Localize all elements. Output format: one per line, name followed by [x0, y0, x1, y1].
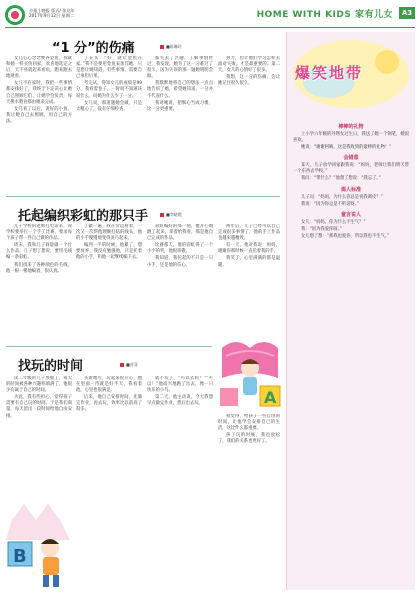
article-3-col-3 [147, 376, 213, 536]
paragraph: 我觉得，给孩子一些自由的时间，让他学会安排自己的生活，这比什么都重要。 [218, 414, 280, 432]
article-3-col-1 [6, 376, 72, 496]
sidebar-paragraph: 女儿：“妈妈，你为什么不生气？” [301, 219, 366, 225]
girl-illustration [216, 338, 284, 410]
article-3-author: ■苏菲 [126, 362, 138, 367]
sidebar-banner: 爆笑地带 [295, 64, 364, 82]
article-2-col-3 [147, 224, 213, 342]
sidebar-paragraph: 上小学六年级的外甥女过生日，我送了她一个钢笔，她很喜欢。 [293, 132, 409, 144]
sidebar-paragraph: 我：“因为我爱你呀。” [301, 226, 342, 232]
section-title [257, 7, 393, 20]
svg-text:A: A [264, 388, 277, 407]
paragraph: 我想，这一分的伤痛，会让她记住很久很久。 [218, 75, 280, 87]
article-1-col-1 [6, 56, 72, 192]
article-1-col-2 [76, 56, 142, 192]
paper-name: 京报 | 晚报 [29, 8, 50, 13]
divider [6, 196, 280, 197]
kids-logo-icon [5, 5, 25, 25]
paragraph: 为此，我有些担心，觉得孩子需要有自己玩的时间。于是我们商量，每天留出一段时间给他自由安排。 [6, 395, 72, 419]
article-3-col-4 [218, 414, 280, 590]
sidebar-paragraph: 她说：“谢谢阿姨，这是我收到的最棒的礼物！” [301, 145, 392, 151]
sidebar-block-title: 会错意 [343, 155, 359, 162]
paragraph: 比赛那天，他的彩虹得了一个小小的奖，他很骄傲。 [147, 243, 213, 255]
paragraph: 女儿心心念念要养金鱼，我就和她一样买鱼回家，欢喜地选定之后，天不亮就起来看鱼，跑来跑去地观看。 [6, 56, 72, 80]
paragraph: 都失去了兴趣。了解事情经过，我发现，她为了这一分难过了很久，因为失误的那一题她明明会做。 [147, 56, 213, 80]
paragraph: 了在头：“好，就让金鱼在家。”我不是要用金鱼来惩罚她，只是想让她知道，有些事情，需要自己承担后果。 [76, 56, 142, 80]
paragraph: 了做一遍。我在旁边看着，一次又一次帮他理顺打结的线头，他的小手慢慢地变得灵巧起来。 [76, 224, 142, 242]
paragraph: 有一天，他对我说：妈妈，谢谢你那时候一直托着我的手。 [218, 243, 280, 255]
article-1-title: “1 分”的伤痛 [52, 41, 135, 56]
paragraph: 我默默地将自己的想法一点点地告诉了她，希望她知道，一分并不代表什么。 [147, 81, 213, 99]
article-2-byline [160, 212, 182, 218]
paragraph: 读二年级的儿子放假了，每天的时间被各种兴趣班填满了，他很少有属于自己的时间。 [6, 376, 72, 394]
paragraph: 女儿说，那道题她会做，只是太粗心了，没有仔细检查。 [76, 100, 142, 112]
article-2-title: 托起编织彩虹的那只手 [18, 209, 149, 224]
article-3-title: 找玩的时间 [18, 359, 84, 374]
paragraph: 两年后，儿子已经可以自己完成很多事情了，他的手工作品也越来越精致。 [218, 224, 280, 242]
sidebar-paragraph: 女儿想了想：“那我也爱你，所以我也不生气。” [301, 233, 390, 239]
paragraph: 周末，我和儿子商量做一个什么作品，儿子想了想说，要用毛线编一条彩虹。 [6, 243, 72, 261]
article-3-byline [120, 362, 138, 368]
sidebar-paragraph: 某天，儿子放学回家跟我说：“妈妈，老师让我们明天带一个东西去学校。” [293, 163, 409, 175]
sidebar-paragraph: 我问：“带什么？”他想了想说：“我忘了。” [301, 176, 381, 182]
paragraph: 我知道，我托起的不只是一只小手，还是他的信心。 [147, 256, 213, 268]
issue-date: 2017年9月12日 星期二 [29, 13, 75, 19]
sidebar-block-title: 棒棒的礼物 [338, 124, 364, 130]
article-2-author: ■李晓霞 [166, 212, 182, 217]
paragraph: 彩虹编好的那一刻，他开心地跳了起来，拿着给我看，那是他自己完成的作品。 [147, 224, 213, 242]
paragraph: 考完试，得知女儿的成绩是99分，我看着卷子，一时间不知道该说什么，问她为什么少了一分。 [76, 81, 142, 99]
paragraph: 就不玩了，“可以去吗？”“可以！”他高兴地跑了出去，像一只快乐的小鸟。 [147, 376, 213, 394]
paragraph: 我们找来了各种颜色的毛线，他一根一根地编着，很认真。 [6, 262, 72, 274]
article-1-byline [160, 44, 182, 50]
section-title-en: HOME WITH KIDS [256, 10, 352, 20]
article-2-col-1 [6, 224, 72, 342]
paragraph: 女儿不在家时，我把一些事情都安排好了，我终于下定决心让她自己照顾它们，让她学会负责，每天换水喂食都由她来完成。 [6, 81, 72, 105]
divider [6, 346, 212, 347]
sidebar-paragraph: 儿子问：“妈妈，为什么你总是说我调皮？” [301, 194, 383, 200]
sidebar-paragraph: 我说：“因为你总是不听话呀。” [301, 201, 360, 207]
svg-text:B: B [13, 546, 27, 567]
paragraph: 我对她说，把细心当成习惯，比一分更重要。 [147, 100, 213, 112]
sidebar-block-title: 童言说人 [340, 211, 361, 218]
paragraph: 第二天，他主动说，今天我想早点做完作业，然后出去玩。 [147, 395, 213, 407]
paragraph: 买新地方，玩起来很开心，他在里面一待就是好半天，我看着他，心里也很满足。 [76, 376, 142, 394]
paragraph: 女儿看了以后，说好的小鱼，我让她自己去照顾，用自己的方法。 [6, 106, 72, 124]
paragraph: 后来，他自己安排时间，先做完作业，再去玩，效率比以前高了很多。 [76, 395, 142, 413]
article-1-col-4 [218, 56, 280, 192]
article-1-author: ■陈琳玲 [166, 44, 182, 49]
paragraph: 儿子学校的老师打电话来，说学校要举行一个手工比赛，要求每个孩子带一件自己做的作品。 [6, 224, 72, 242]
article-2-col-4 [218, 224, 280, 342]
paragraph: 孩子玩的时候，我也放松了，我们的关系也更好了。 [218, 433, 280, 445]
paragraph: 我笑了，心里满满的都是温暖。 [218, 256, 280, 268]
editor-name: 版式/ 张达年 [51, 8, 75, 13]
article-2-col-2 [76, 224, 142, 342]
page-number: A3 [399, 7, 415, 19]
section-title-cn: 家有儿女 [354, 10, 393, 20]
masthead-rule [5, 27, 415, 28]
sidebar-content [293, 120, 409, 586]
masthead [5, 4, 415, 28]
sidebar-block-title: 捣人标准 [340, 186, 361, 193]
paragraph: 编到一半的时候，他累了，想要放弃，我没有勉强他，只是托着他的小手，和他一起继续编下去。 [76, 243, 142, 261]
article-1-col-3 [147, 56, 213, 192]
boy-illustration [4, 500, 74, 590]
sidebar [286, 32, 415, 590]
article-3-col-2 [76, 376, 142, 536]
paragraph: 努力，但让他们学习怎样去面对失败，才是最重要的。第二天，女儿的心情好了很多。 [218, 56, 280, 74]
